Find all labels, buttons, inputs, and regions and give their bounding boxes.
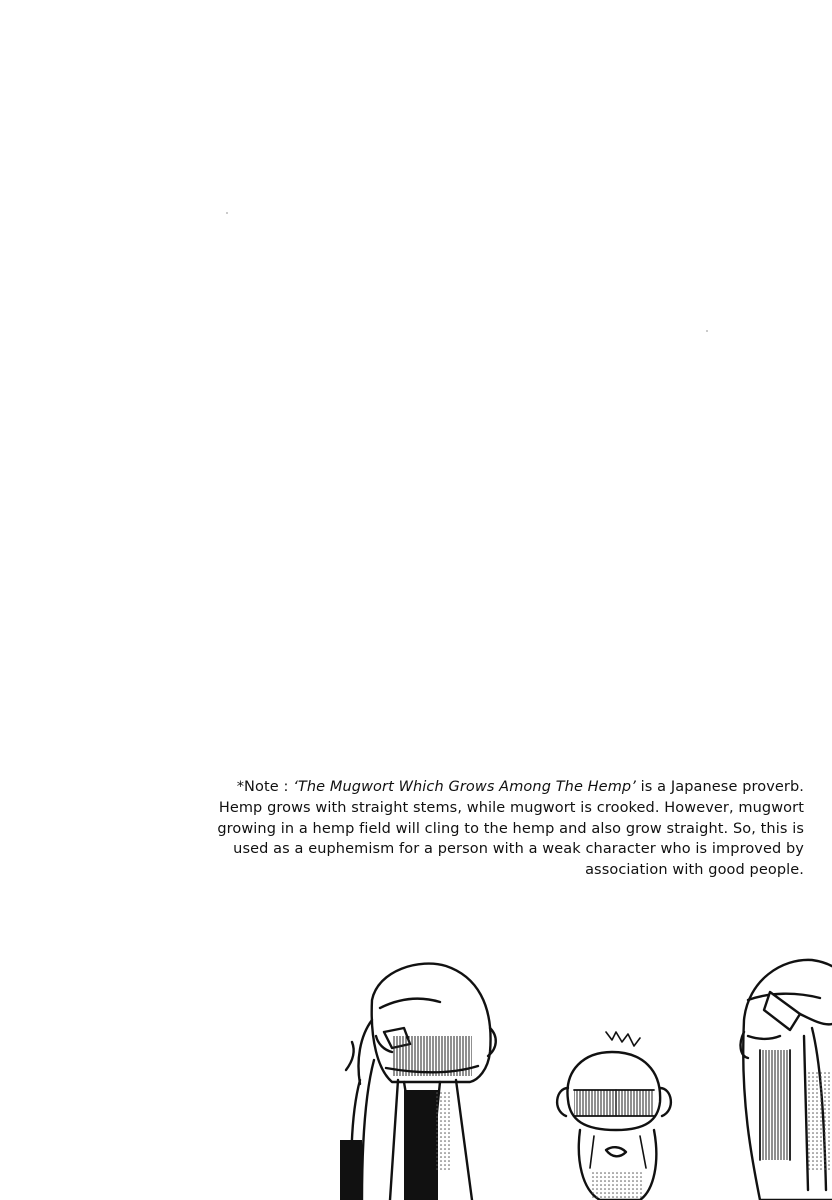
- note-line-1: [164, 777, 804, 798]
- paper-speck: [226, 212, 228, 214]
- small-center-figure: [557, 1032, 671, 1200]
- left-hooded-figure: [340, 964, 496, 1200]
- note-line-1-rest: is a Japanese proverb.: [635, 779, 804, 795]
- paper-speck: [706, 330, 708, 332]
- translation-note: [164, 777, 804, 881]
- note-prefix: *Note :: [236, 779, 294, 795]
- proverb-title: ‘The Mugwort Which Grows Among The Hemp’: [293, 779, 636, 795]
- right-hooded-figure: [741, 960, 832, 1200]
- manga-illustration: [0, 940, 832, 1200]
- note-line-3: growing in a hemp field will cling to the hemp and also grow straight. So, this is: [217, 820, 804, 837]
- note-line-2: Hemp grows with straight stems, while mugwort is crooked. However, mugwort: [218, 799, 804, 816]
- note-line-5: association with good people.: [585, 862, 804, 879]
- note-line-4: used as a euphemism for a person with a weak character who is improved by: [233, 841, 804, 858]
